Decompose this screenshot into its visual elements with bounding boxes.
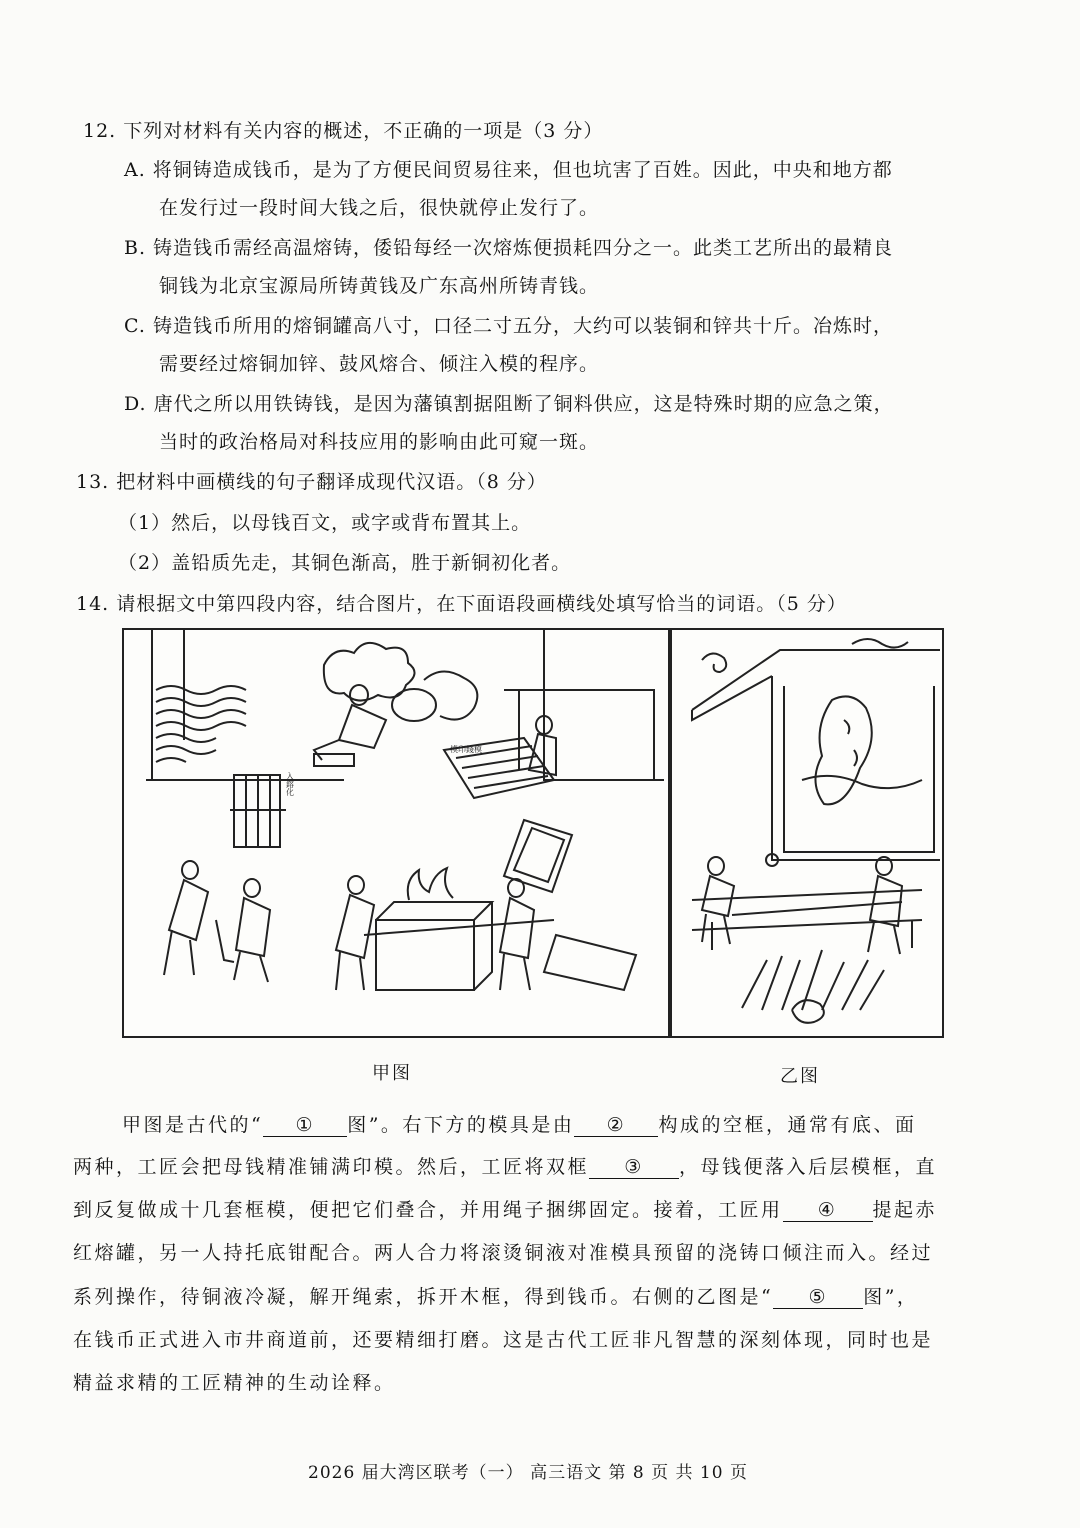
q12-option-c-line1: C. 铸造钱币所用的熔铜罐高八寸，口径二寸五分，大约可以装铜和锌共十斤。冶炼时， (124, 315, 893, 337)
q14-paragraph-line2 (73, 1152, 937, 1179)
q13-sentence-2: （2）盖铅质先走，其铜色渐高，胜于新铜初化者。 (118, 552, 572, 574)
q14-stem: 14. 请根据文中第四段内容，结合图片，在下面语段画横线处填写恰当的词语。（5 分） (76, 593, 847, 615)
q14-text-1c: 构成的空框，通常有底、面 (658, 1114, 917, 1136)
figure-b-drawing (672, 630, 942, 1036)
figure-a-casting-illustration (122, 628, 670, 1038)
q14-text-2a: 两种，工匠会把母钱精准铺满印模。然后，工匠将双框 (73, 1156, 590, 1178)
figure-a-mold-label: 模印錢模 (450, 745, 482, 754)
q12-option-b-line2: 铜钱为北京宝源局所铸黄钱及广东高州所铸青钱。 (159, 275, 600, 297)
figure-b-caption: 乙图 (780, 1066, 820, 1087)
q12-stem: 12. 下列对材料有关内容的概述，不正确的一项是（3 分） (83, 120, 604, 142)
q14-paragraph-line5 (73, 1282, 918, 1309)
blank-1[interactable]: ① (263, 1114, 347, 1137)
q12-option-a-line2: 在发行过一段时间大钱之后，很快就停止发行了。 (159, 197, 600, 219)
q14-paragraph-line4: 红熔罐，另一人持托底钳配合。两人合力将滚烫铜液对准模具预留的浇铸口倾注而入。经过 (73, 1242, 934, 1264)
q14-paragraph-line7: 精益求精的工匠精神的生动诠释。 (73, 1372, 396, 1394)
blank-3[interactable]: ③ (589, 1156, 679, 1179)
q12-option-b-line1: B. 铸造钱币需经高温熔铸，倭铅每经一次熔炼便损耗四分之一。此类工艺所出的最精良 (124, 237, 894, 259)
q12-option-a-line1: A. 将铜铸造成钱币，是为了方便民间贸易往来，但也坑害了百姓。因此，中央和地方都 (124, 159, 893, 181)
q12-option-c-line2: 需要经过熔铜加锌、鼓风熔合、倾注入模的程序。 (159, 353, 600, 375)
q14-paragraph-line1 (122, 1110, 916, 1137)
figure-a-pot-label: 入鎔化 (285, 772, 295, 796)
page-footer: 2026 届大湾区联考（一） 高三语文 第 8 页 共 10 页 (308, 1463, 748, 1483)
q12-option-d-line2: 当时的政治格局对科技应用的影响由此可窥一斑。 (159, 431, 600, 453)
q14-text-5a: 系列操作，待铜液冷凝，解开绳索，拆开木框，得到钱币。右侧的乙图是“ (73, 1286, 774, 1308)
q14-paragraph-line6: 在钱币正式进入市井商道前，还要精细打磨。这是古代工匠非凡智慧的深刻体现，同时也是 (73, 1329, 934, 1351)
blank-4[interactable]: ④ (783, 1199, 873, 1222)
blank-5[interactable]: ⑤ (773, 1286, 863, 1309)
q14-text-3b: 提起赤 (872, 1199, 938, 1221)
q14-text-5b: 图”， (863, 1286, 919, 1308)
figure-b-polishing-illustration (670, 628, 944, 1038)
q13-sentence-1: （1）然后，以母钱百文，或字或背布置其上。 (118, 512, 532, 534)
q14-text-2b: ，母钱便落入后层模框，直 (679, 1156, 938, 1178)
q14-paragraph-line3 (73, 1195, 937, 1222)
q14-text-1a: 甲图是古代的“ (122, 1114, 264, 1136)
blank-2[interactable]: ② (574, 1114, 658, 1137)
figure-a-drawing (124, 630, 668, 1036)
q14-text-1b: 图”。右下方的模具是由 (347, 1114, 575, 1136)
figure-a-caption: 甲图 (372, 1063, 412, 1084)
q13-stem: 13. 把材料中画横线的句子翻译成现代汉语。（8 分） (76, 471, 547, 493)
q14-text-3a: 到反复做成十几套框模，便把它们叠合，并用绳子捆绑固定。接着，工匠用 (73, 1199, 783, 1221)
q12-option-d-line1: D. 唐代之所以用铁铸钱，是因为藩镇割据阻断了铜料供应，这是特殊时期的应急之策， (124, 393, 894, 415)
